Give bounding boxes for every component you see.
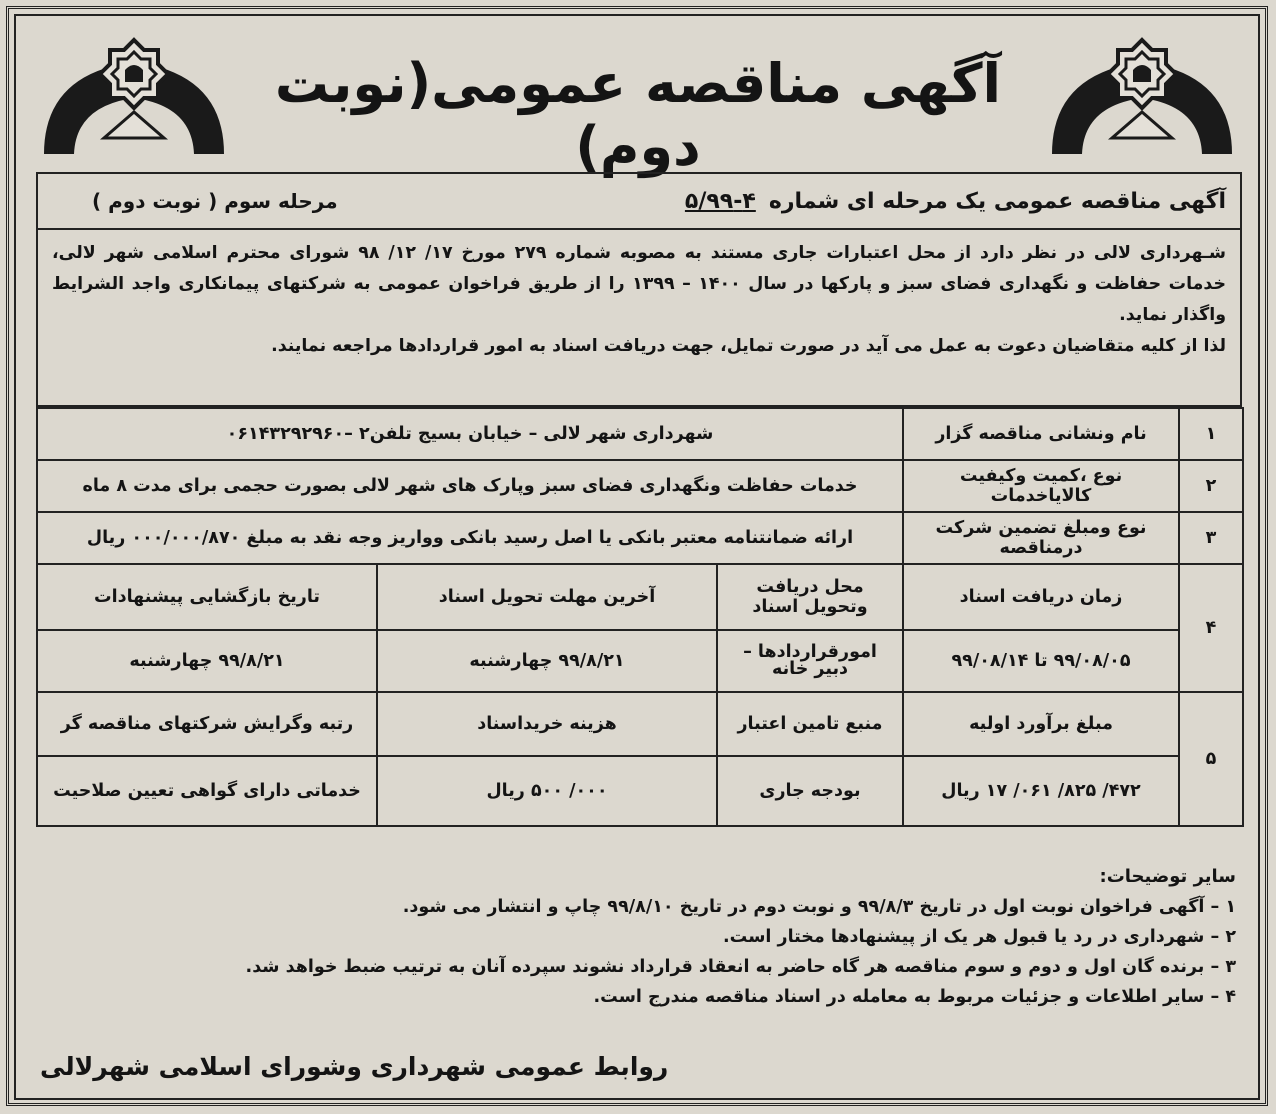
row-label: نوع ومبلغ تضمین شرکت درمناقصه xyxy=(903,512,1179,564)
notice-title: آگهی مناقصه عمومی یک مرحله ای شماره xyxy=(768,188,1226,214)
table-row xyxy=(37,460,1243,512)
row-number: ۴ xyxy=(1179,564,1243,692)
cell-value: ۴۷۲/ ۸۲۵/ ۰۶۱/ ۱۷ ریال xyxy=(903,756,1179,826)
row-number: ۱ xyxy=(1179,408,1243,460)
row-value: شهرداری شهر لالی – خیابان بسیج تلفن۲ –۰۶۱۴۳۲۹۲۹۶۰ xyxy=(37,408,903,460)
table-row xyxy=(37,630,1243,692)
note-item: ۳ – برنده گان اول و دوم و سوم مناقصه هر گاه حاضر به انعقاد قرارداد نشوند سپرده آنان به ترتیب ضبط خواهد شد. xyxy=(245,957,1236,977)
header xyxy=(24,22,1252,178)
column-header: مبلغ برآورد اولیه xyxy=(903,692,1179,756)
cell-value: ۹۹/۰۸/۰۵ تا ۹۹/۰۸/۱۴ xyxy=(903,630,1179,692)
cell-value: خدماتی دارای گواهی تعیین صلاحیت xyxy=(37,756,377,826)
column-header: زمان دریافت اسناد xyxy=(903,564,1179,630)
table-row xyxy=(37,692,1243,756)
notice-paragraph: لذا از کلیه متقاضیان دعوت به عمل می آید در صورت تمایل، جهت دریافت اسناد به امور قراردادها مراجعه نمایند. xyxy=(271,336,1226,356)
notice-header xyxy=(38,174,1240,230)
cell-value: ۹۹/۸/۲۱ چهارشنبه xyxy=(377,630,717,692)
cell-value: ۹۹/۸/۲۱ چهارشنبه xyxy=(37,630,377,692)
notice-title-group xyxy=(685,189,1226,214)
row-value: ارائه ضمانتنامه معتبر بانکی یا اصل رسید بانکی وواریز وجه نقد به مبلغ ۰۰۰/۰۰۰/۸۷۰ ریال xyxy=(37,512,903,564)
notice-number: ۴-۵/۹۹ xyxy=(684,188,756,214)
row-value: خدمات حفاظت ونگهداری فضای سبز وپارک های شهر لالی بصورت حجمی برای مدت ۸ ماه xyxy=(37,460,903,512)
row-label: نوع ،کمیت وکیفیت کالاياخدمات xyxy=(903,460,1179,512)
tender-details-table xyxy=(36,407,1244,827)
note-item: ۴ – سایر اطلاعات و جزئیات مربوط به معامله در اسناد مناقصه مندرج است. xyxy=(593,987,1236,1007)
notice-body xyxy=(38,230,1240,362)
column-header: رتبه وگرایش شرکتهای مناقصه گر xyxy=(37,692,377,756)
notice-stage: مرحله سوم ( نوبت دوم ) xyxy=(92,189,338,213)
cell-value: بودجه جاری xyxy=(717,756,903,826)
notice-box xyxy=(36,172,1242,407)
municipality-emblem-icon xyxy=(1042,34,1242,160)
main-title: آگهی مناقصه عمومی(نوبت دوم) xyxy=(274,52,1002,178)
table-row xyxy=(37,564,1243,630)
column-header: تاریخ بازگشایی پیشنهادات xyxy=(37,564,377,630)
row-number: ۲ xyxy=(1179,460,1243,512)
notes-title: سایر توضیحات: xyxy=(1099,866,1236,887)
row-number: ۵ xyxy=(1179,692,1243,826)
cell-value: ۰۰۰/ ۵۰۰ ریال xyxy=(377,756,717,826)
notes-section xyxy=(40,862,1236,1012)
column-header: محل دریافت وتحویل اسناد xyxy=(717,564,903,630)
row-label: نام ونشانی مناقصه گزار xyxy=(903,408,1179,460)
cell-value: امورقراردادها – دبیر خانه xyxy=(717,630,903,692)
note-item: ۱ – آگهی فراخوان نوبت اول در تاریخ ۹۹/۸/۳ و نوبت دوم در تاریخ ۹۹/۸/۱۰ چاپ و انتشار می شود. xyxy=(402,897,1236,917)
footer-signature: روابط عمومی شهرداری وشورای اسلامی شهرلالی xyxy=(40,1052,669,1081)
column-header: آخرین مهلت تحویل اسناد xyxy=(377,564,717,630)
table-row xyxy=(37,512,1243,564)
table-row xyxy=(37,408,1243,460)
notice-paragraph: شـهرداری لالی در نظر دارد از محل اعتبارات جاری مستند به مصوبه شماره ۲۷۹ مورخ ۱۷/ ۱۲/ ۹۸ شورای محترم اسلامی شهر لالی، خدمات حفاظت و نگهداری فضای سبز و پارکها در سال ۱۴۰۰ – ۱۳۹۹ را از طریق فراخوان عمومی به شرکتهای پیمانکاری واجد الشرایط واگذار نماید. xyxy=(52,243,1227,325)
note-item: ۲ – شهرداری در رد یا قبول هر یک از پیشنهادها مختار است. xyxy=(723,927,1236,947)
row-number: ۳ xyxy=(1179,512,1243,564)
table-row xyxy=(37,756,1243,826)
column-header: منبع تامین اعتبار xyxy=(717,692,903,756)
column-header: هزینه خریداسناد xyxy=(377,692,717,756)
municipality-emblem-icon xyxy=(34,34,234,160)
